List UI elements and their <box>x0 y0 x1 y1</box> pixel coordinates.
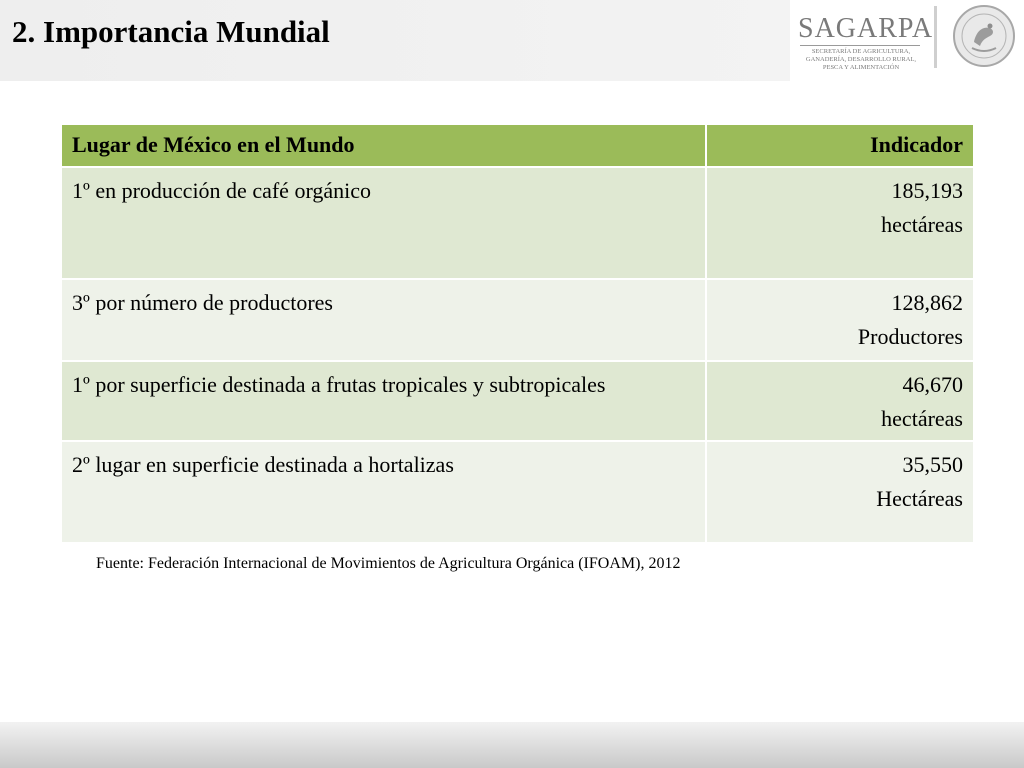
logo-divider <box>934 6 937 68</box>
source-note: Fuente: Federación Internacional de Movimientos de Agricultura Orgánica (IFOAM), 2012 <box>96 555 681 572</box>
indicator-unit: Productores <box>857 324 963 349</box>
logo-subtitle-line3: PESCA Y ALIMENTACIÓN <box>822 64 900 71</box>
cell-lugar: 3º por número de productores <box>61 279 706 361</box>
ranking-table <box>60 123 973 537</box>
indicator-value: 46,670 <box>902 372 963 397</box>
cell-lugar: 1º por superficie destinada a frutas tropicales y subtropicales <box>61 361 706 441</box>
page-title: 2. Importancia Mundial <box>12 14 330 49</box>
logo-rule <box>800 45 920 46</box>
footer-band <box>0 722 1024 768</box>
indicator-unit: hectáreas <box>881 212 963 237</box>
cell-lugar: 1º en producción de café orgánico <box>61 167 706 279</box>
cell-indicador <box>706 361 974 441</box>
table-row <box>61 441 974 543</box>
logo-subtitle-line2: GANADERÍA, DESARROLLO RURAL, <box>805 56 917 63</box>
indicator-value: 128,862 <box>891 290 963 315</box>
table-row <box>61 167 974 279</box>
cell-indicador <box>706 441 974 543</box>
logo-subtitle <box>798 48 924 72</box>
national-seal-icon <box>952 4 1016 68</box>
cell-indicador <box>706 167 974 279</box>
column-header-indicador: Indicador <box>706 124 974 167</box>
indicator-unit: hectáreas <box>881 406 963 431</box>
cell-lugar: 2º lugar en superficie destinada a hortalizas <box>61 441 706 543</box>
indicator-value: 185,193 <box>891 178 963 203</box>
table-row <box>61 279 974 361</box>
column-header-lugar: Lugar de México en el Mundo <box>61 124 706 167</box>
logo-subtitle-line1: SECRETARÍA DE AGRICULTURA, <box>811 48 911 55</box>
indicator-unit: Hectáreas <box>876 486 963 511</box>
sagarpa-logo: SAGARPA <box>798 13 934 44</box>
table-header-row <box>61 124 974 167</box>
table-row <box>61 361 974 441</box>
indicator-value: 35,550 <box>902 452 963 477</box>
cell-indicador <box>706 279 974 361</box>
